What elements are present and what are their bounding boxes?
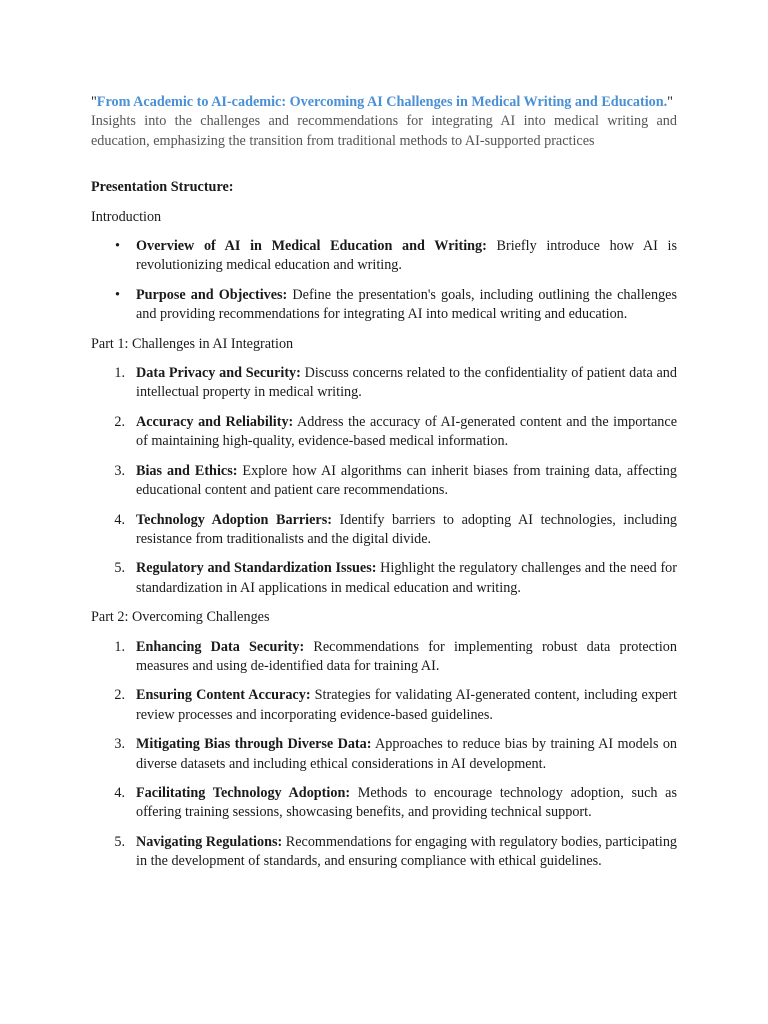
list-item (91, 686, 677, 725)
bullet-marker: • (115, 286, 120, 303)
list-item (91, 364, 677, 403)
part1-list (91, 364, 677, 598)
title-quote-close: " (667, 94, 673, 110)
section-label-part1: Part 1: Challenges in AI Integration (91, 335, 294, 352)
section-label-introduction: Introduction (91, 208, 162, 225)
item-heading: Overview of AI in Medical Education and Writing: (136, 238, 487, 255)
number-marker: 2. (114, 413, 125, 430)
item-heading: Bias and Ethics: (136, 462, 238, 479)
item-text: Define the presentation's goals, including outlining the challenges and providing recommendations for integrating AI into medical writing and education. (136, 286, 677, 323)
document-page (91, 93, 677, 872)
item-heading: Accuracy and Reliability: (136, 413, 294, 430)
bullet-marker: • (115, 238, 120, 255)
item-heading: Ensuring Content Accuracy: (136, 687, 311, 704)
item-heading: Enhancing Data Security: (136, 638, 305, 655)
item-text: Briefly introduce how AI is revolutionizing medical education and writing. (136, 238, 677, 274)
item-text: Highlight the regulatory challenges and the need for standardization in AI applications in medical education and writing. (136, 560, 677, 596)
item-text: Explore how AI algorithms can inherit biases from training data, affecting educational content and patient care recommendations. (136, 462, 677, 499)
item-heading: Technology Adoption Barriers: (136, 511, 332, 528)
number-marker: 3. (114, 736, 125, 753)
list-item (91, 462, 677, 501)
item-heading: Navigating Regulations: (136, 833, 283, 850)
list-item (91, 559, 677, 598)
list-item (91, 735, 677, 774)
number-marker: 1. (114, 365, 125, 382)
title-text: From Academic to AI-cademic: Overcoming AI Challenges in Medical Writing and Education. (96, 94, 668, 110)
item-text: Recommendations for engaging with regulatory bodies, participating in the development of standards, and ensuring compliance with ethical guidelines. (136, 833, 678, 870)
number-marker: 3. (114, 462, 125, 479)
item-text: Recommendations for implementing robust data protection measures and using de-identified data for training AI. (136, 638, 677, 674)
item-text: Discuss concerns related to the confidentiality of patient data and intellectual property in medical writing. (136, 365, 677, 401)
item-heading: Data Privacy and Security: (136, 365, 301, 382)
structure-heading: Presentation Structure: (91, 179, 234, 196)
item-heading: Purpose and Objectives: (136, 286, 288, 303)
list-item (91, 413, 677, 452)
number-marker: 4. (114, 784, 125, 801)
item-text: Identify barriers to adopting AI technologies, including resistance from traditionalists and the digital divide. (136, 511, 678, 547)
item-heading: Regulatory and Standardization Issues: (136, 560, 377, 577)
number-marker: 1. (114, 638, 125, 655)
number-marker: 4. (114, 511, 125, 528)
item-heading: Facilitating Technology Adoption: (136, 784, 351, 801)
item-text: Address the accuracy of AI-generated content and the importance of maintaining high-quality, evidence-based medical information. (136, 413, 677, 450)
number-marker: 2. (114, 687, 125, 704)
list-item (91, 784, 677, 823)
number-marker: 5. (114, 560, 125, 577)
item-heading: Mitigating Bias through Diverse Data: (136, 736, 372, 753)
list-item (91, 638, 677, 677)
item-text: Strategies for validating AI-generated content, including expert review processes and incorporating evidence-based guidelines. (136, 687, 677, 723)
item-text: Approaches to reduce bias by training AI models on diverse datasets and including ethical considerations in AI development. (136, 736, 678, 772)
list-item (91, 833, 677, 872)
list-item (91, 286, 677, 325)
section-label-part2: Part 2: Overcoming Challenges (91, 609, 270, 626)
introduction-list (91, 237, 677, 325)
number-marker: 5. (114, 833, 125, 850)
item-text: Methods to encourage technology adoption, such as offering training sessions, showcasing benefits, and providing technical support. (136, 784, 677, 821)
document-subtitle: Insights into the challenges and recommendations for integrating AI into medical writing and education, emphasizing the transition from traditional methods to AI-supported practices (91, 113, 677, 149)
title-quote-open: " (91, 94, 97, 110)
part2-list (91, 638, 677, 872)
document-title (91, 93, 677, 112)
list-item (91, 237, 677, 276)
list-item (91, 511, 677, 550)
